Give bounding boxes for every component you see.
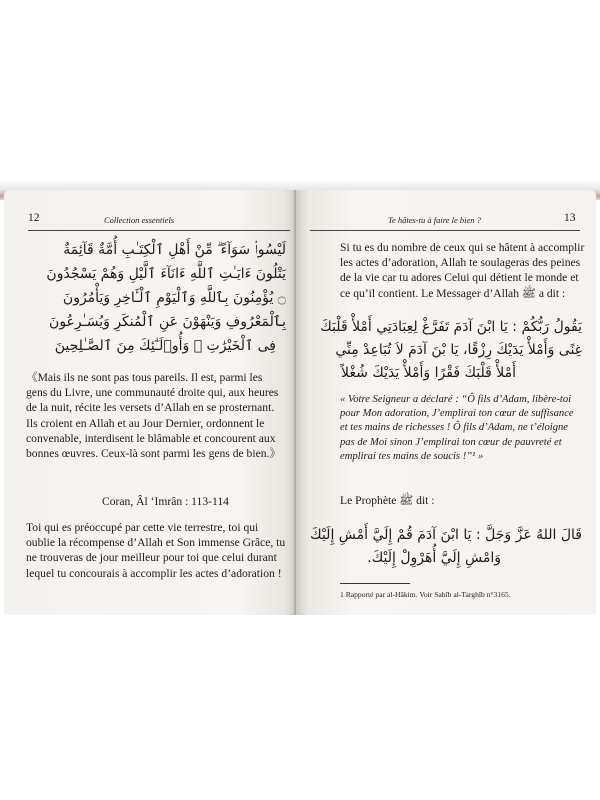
hadith1-translation [340,393,576,464]
quran-arabic-line-4: بِٱلْمَعْرُوفِ وَيَنْهَوْنَ عَنِ ٱلْمُنكَرِ وَيُسَـٰرِعُونَ [49,314,286,330]
right-page [296,190,596,615]
page-number-right: 13 [564,212,576,224]
reflection-paragraph [26,520,288,581]
running-title-left: Collection essentiels [104,215,175,225]
quran-arabic-line-1: لَيْسُوا۟ سَوَآءً ۗ مِّنْ أَهْلِ ٱلْكِتَـٰبِ أُمَّةٌ قَآئِمَةٌ [63,242,286,258]
background [0,0,600,200]
page-number-left: 12 [28,212,40,224]
hadith1-arabic-line-1: يَقُولُ رَبُّكُمْ : يَا ابْنَ آدَمَ تَفَرَّغْ لِعِبَادَتِي أَمْلأْ قَلْبَكَ [320,319,582,335]
header-rule-right [310,230,580,231]
quran-arabic-line-5: فِى ٱلْخَيْرَٰتِ ۖ وَأُو۟لَـٰٓئِكَ مِنَ ٱلصَّـٰلِحِينَ [54,338,276,354]
intro-paragraph [340,240,585,301]
hadith1-arabic-line-2: غِنًى وَأَمْلأْ يَدَيْكَ رِزْقًا، يَا بْنَ آدَمَ لاَ تُبَاعِدْ مِنِّي [335,342,582,358]
prophet-said: Le Prophète ﷺ dit : [340,494,435,507]
intro-text: Si tu es du nombre de ceux qui se hâtent à accomplir les actes d’adoration, Allah te soulageras des peines de la vie car tu adores Celui qui détient le monde et ce qu’il contient. Le Messager d’Allah ﷺ a dit : [340,241,585,300]
paragraph-text: Toi qui es préoccupé par cette vie terrestre, toi qui oublie la récompense d’Allah et Son immense Grâce, tu ne trouveras de jour meilleur pour toi que celui durant lequel tu concourais à accomplir les actes d’adoration ! [26,521,286,580]
header-rule-left [28,230,290,231]
quran-arabic-line-2: يَتْلُونَ ءَايَـٰتِ ٱللَّهِ ءَانَآءَ ٱلَّيْلِ وَهُمْ يَسْجُدُونَ [46,266,286,282]
quran-translation [26,370,284,461]
footnote-rule [340,583,410,584]
hadith2-arabic-line-1: قَالَ اللهُ عَزَّ وَجَلَّ : يَا ابْنَ آدَمَ قُمْ إِلَيَّ أَمْشِ إِلَيْكَ [310,527,582,543]
footnote: 1 Rapporté par al-Hâkim. Voir Sahîh al-Targhîb n°3165. [340,590,511,599]
hadith1-arabic-line-3: أَمْلأْ قَلْبَكَ فَقْرًا وَأَمْلأْ يَدَيْكَ شُغْلاً [340,365,516,381]
hadith2-arabic-line-2: وَامْشِ إِلَيَّ أُهَرْوِلْ إِلَيْكَ. [367,550,501,566]
quran-reference: Coran, Âl ‘Imrân : 113-114 [102,495,229,508]
translation-text: 《Mais ils ne sont pas tous pareils. Il est, parmi les gens du Livre, une communauté droite qui, aux heures de la nuit, récite les versets d’Allah en se prosternant. Ils croient en Allah et au Jour Dernier, ordonnent le convenable, interdisent le blâmable et concourent aux bonnes œuvres. Ceux-là sont parmi les gens de bien.》 [26,371,282,461]
quran-arabic-line-3: ۝ يُؤْمِنُونَ بِٱللَّهِ وَٱلْيَوْمِ ٱلْـَٔاخِرِ وَيَأْمُرُونَ [62,290,286,306]
running-title-right: Te hâtes-tu à faire le bien ? [388,215,481,225]
left-page [4,190,296,615]
quote-text: « Votre Seigneur a déclaré : “Ô fils d’Adam, libère-toi pour Mon adoration, J’emplirai ton cœur de suffisance et tes mains de richesses ! Ô fils d’Adam, ne t’éloigne pas de Moi sinon J’emplirai ton cœur de pauvreté et emplirai tes mains de soucis !”¹ » [340,394,574,462]
open-book [4,190,596,615]
